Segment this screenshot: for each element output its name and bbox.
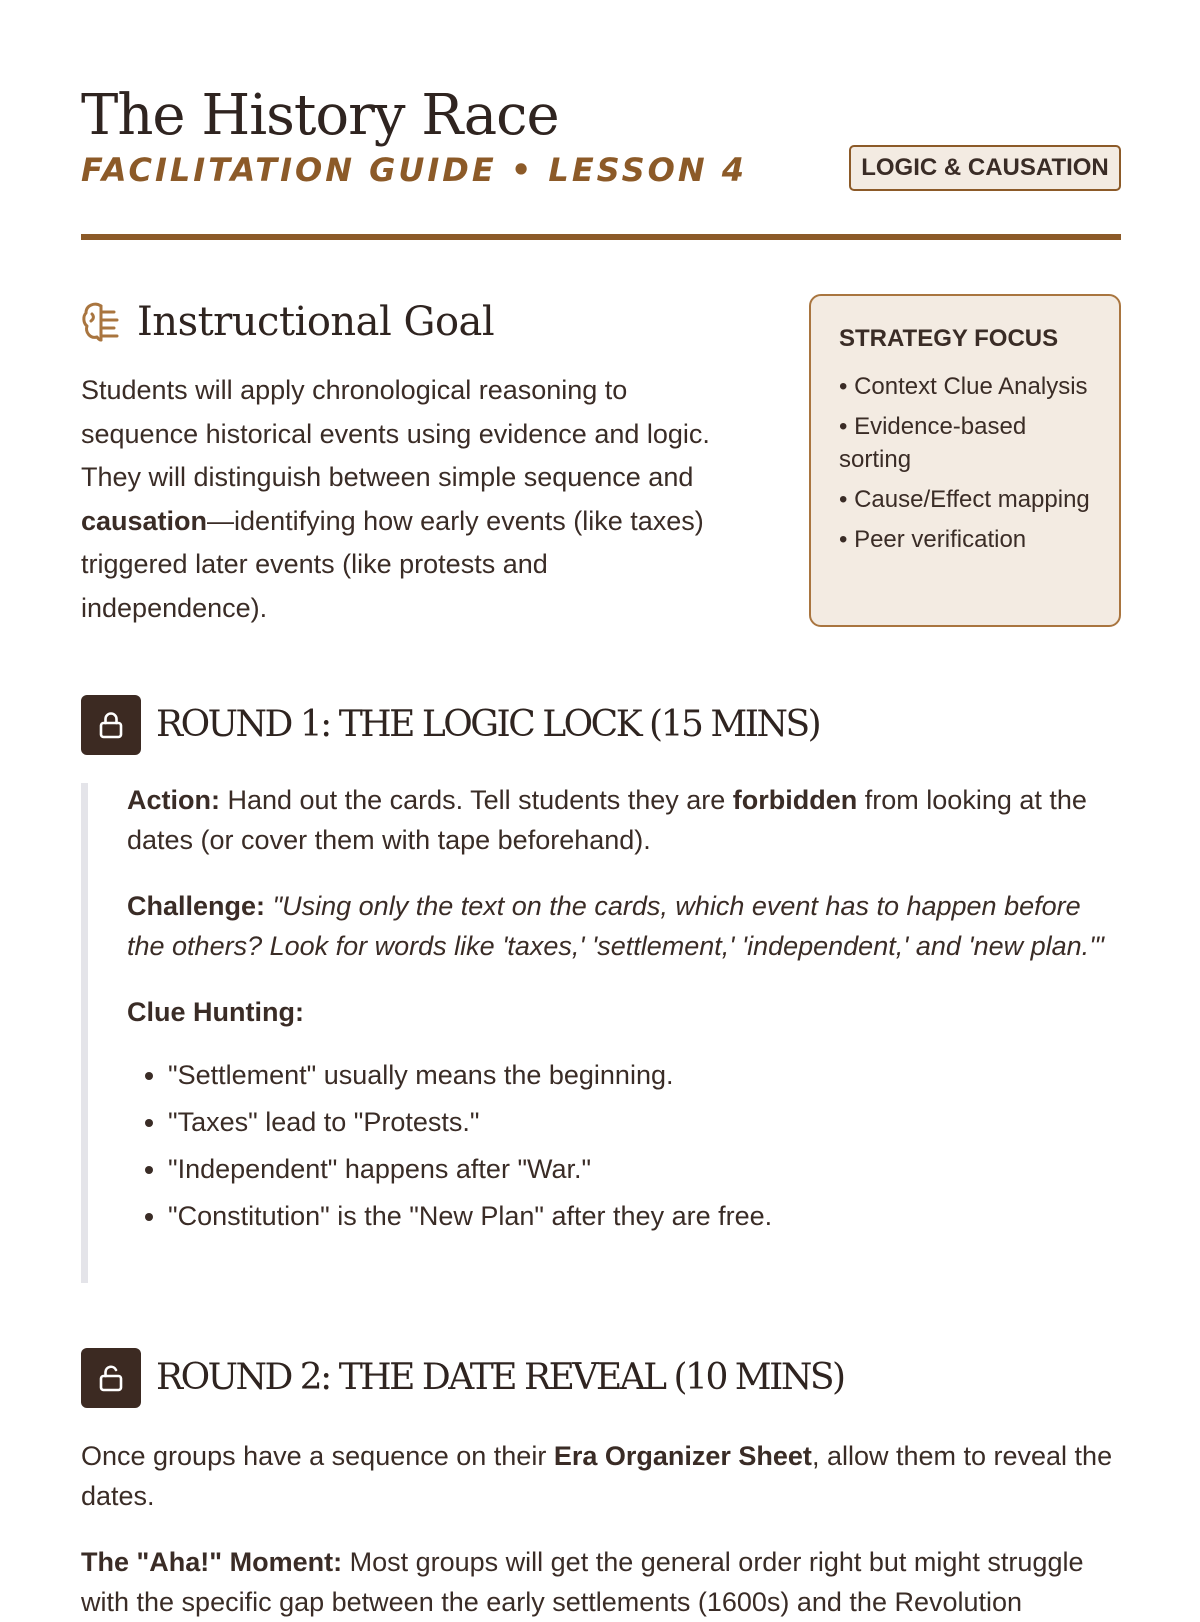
clue-label-text: Clue Hunting:	[127, 997, 304, 1027]
action-label: Action:	[127, 785, 220, 815]
topic-badge: LOGIC & CAUSATION	[849, 145, 1121, 191]
aha-label: The "Aha!" Moment:	[81, 1547, 343, 1577]
strategy-title: STRATEGY FOCUS	[839, 325, 1059, 352]
intro-text-1: Once groups have a sequence on their	[81, 1441, 554, 1471]
clue-list	[127, 1052, 1121, 1240]
action-bold: forbidden	[732, 785, 858, 815]
strategy-focus-box	[809, 294, 1121, 627]
brain-icon	[81, 300, 121, 344]
aha-moment	[81, 1542, 1121, 1622]
strategy-item: • Evidence-based sorting	[839, 413, 1027, 473]
page-title: The History Race	[81, 83, 559, 148]
challenge-quote: "Using only the text on the cards, which event has to happen before the others? Look for words like 'taxes,' 'settlement,' 'independent,' and 'new plan.'"	[127, 891, 1104, 961]
action-text-1: Hand out the cards. Tell students they are	[219, 785, 733, 815]
action-text-2: from looking at the dates (or cover them with tape beforehand).	[127, 785, 1087, 855]
round-1-title: ROUND 1: THE LOGIC LOCK (15 MINS)	[156, 704, 820, 745]
strategy-item: • Peer verification	[839, 526, 1027, 553]
lock-icon	[96, 710, 126, 740]
intro-bold: Era Organizer Sheet	[553, 1441, 812, 1471]
round-1-heading	[81, 695, 819, 755]
goal-heading	[81, 294, 494, 350]
clue-item: • "Taxes" lead to "Protests."	[168, 1099, 1121, 1146]
intro-text-2: , allow them to reveal the dates.	[81, 1441, 1113, 1511]
challenge-label: Challenge:	[127, 891, 266, 921]
round-2-intro	[81, 1436, 1121, 1516]
round-2-icon-box	[81, 1348, 141, 1408]
round-1-instructions	[81, 783, 1121, 1283]
round-2-title: ROUND 2: THE DATE REVEAL (10 MINS)	[156, 1357, 844, 1398]
clue-item: • "Independent" happens after "War."	[168, 1146, 1121, 1193]
header-divider	[81, 234, 1121, 240]
goal-title: Instructional Goal	[137, 299, 495, 345]
clue-item: • "Settlement" usually means the beginning.	[168, 1052, 1121, 1099]
round-1-icon-box	[81, 695, 141, 755]
goal-text-part-2: —identifying how early events (like taxes) triggered later events (like protests and independence).	[81, 505, 704, 623]
goal-text-bold: causation	[81, 505, 208, 536]
strategy-item: • Cause/Effect mapping	[839, 486, 1090, 513]
round-1-challenge	[127, 886, 1121, 966]
strategy-list	[839, 370, 1099, 556]
page-subtitle: FACILITATION GUIDE • LESSON 4	[81, 151, 748, 189]
unlock-icon	[96, 1363, 126, 1393]
strategy-item: • Context Clue Analysis	[839, 373, 1088, 400]
round-1-action	[127, 780, 1121, 860]
clue-hunting-label	[127, 992, 1121, 1032]
goal-text-part-1: Students will apply chronological reasoning to sequence historical events using evidence and logic. They will distinguish between simple sequence and	[81, 375, 710, 492]
round-2-heading	[81, 1348, 844, 1408]
aha-text: Most groups will get the general order right but might struggle with the specific gap between the early settlements (1600s) and the Revolution	[81, 1547, 1084, 1617]
goal-description	[81, 369, 741, 630]
clue-item: • "Constitution" is the "New Plan" after they are free.	[168, 1193, 1121, 1240]
